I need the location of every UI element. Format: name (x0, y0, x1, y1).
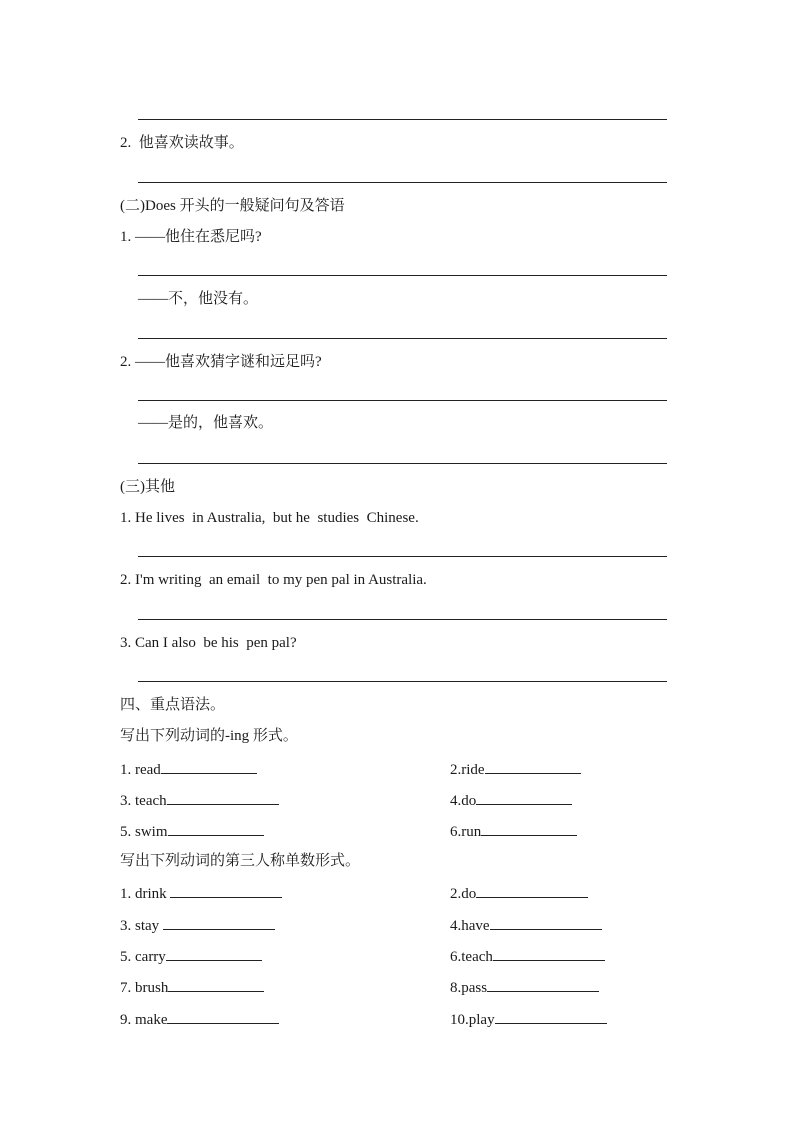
answer-1: ——不，他没有。 (138, 291, 259, 307)
third-person-item: 7. brush (120, 977, 264, 997)
third-person-item: 3. stay (120, 915, 275, 935)
third-person-item: 9. make (120, 1009, 279, 1029)
ing-item: 5. swim (120, 821, 264, 841)
answer-2: ——是的，他喜欢。 (138, 415, 274, 431)
instruction-third-person: 写出下列动词的第三人称单数形式。 (120, 853, 361, 869)
answer-line (138, 119, 667, 120)
answer-line (138, 681, 667, 682)
fill-blank[interactable] (168, 821, 264, 836)
fill-blank[interactable] (167, 1009, 279, 1024)
english-sentence-1: 1. He lives in Australia, but he studies Chinese. (120, 510, 419, 526)
third-person-item: 1. drink (120, 883, 282, 903)
section-heading-grammar: 四、重点语法。 (120, 697, 226, 713)
section-heading-does-questions: (二)Does 开头的一般疑问句及答语 (120, 198, 345, 214)
english-sentence-2: 2. I'm writing an email to my pen pal in Australia. (120, 572, 427, 588)
instruction-ing-form: 写出下列动词的-ing 形式。 (120, 728, 298, 744)
question-1: 1. ——他住在悉尼吗? (120, 229, 262, 245)
answer-line (138, 463, 667, 464)
fill-blank[interactable] (490, 915, 602, 930)
ing-item: 3. teach (120, 790, 279, 810)
fill-blank[interactable] (487, 977, 599, 992)
fill-blank[interactable] (163, 915, 275, 930)
fill-blank[interactable] (168, 977, 264, 992)
fill-blank[interactable] (485, 759, 581, 774)
third-person-item: 10.play (450, 1009, 607, 1029)
ing-item: 1. read (120, 759, 257, 779)
third-person-item: 8.pass (450, 977, 599, 997)
ing-item: 4.do (450, 790, 572, 810)
fill-blank[interactable] (493, 946, 605, 961)
ing-item: 2.ride (450, 759, 581, 779)
third-person-item: 4.have (450, 915, 602, 935)
answer-line (138, 619, 667, 620)
fill-blank[interactable] (476, 790, 572, 805)
fill-blank[interactable] (476, 883, 588, 898)
third-person-item: 2.do (450, 883, 588, 903)
ing-item: 6.run (450, 821, 577, 841)
fill-blank[interactable] (167, 790, 279, 805)
chinese-sentence-2: 2. 他喜欢读故事。 (120, 135, 244, 151)
answer-line (138, 400, 667, 401)
fill-blank[interactable] (481, 821, 577, 836)
answer-line (138, 338, 667, 339)
fill-blank[interactable] (161, 759, 257, 774)
english-sentence-3: 3. Can I also be his pen pal? (120, 635, 297, 651)
answer-line (138, 275, 667, 276)
answer-line (138, 556, 667, 557)
question-2: 2. ——他喜欢猜字谜和远足吗? (120, 354, 322, 370)
third-person-item: 5. carry (120, 946, 262, 966)
section-heading-others: (三)其他 (120, 479, 175, 495)
fill-blank[interactable] (170, 883, 282, 898)
fill-blank[interactable] (166, 946, 262, 961)
third-person-item: 6.teach (450, 946, 605, 966)
answer-line (138, 182, 667, 183)
fill-blank[interactable] (495, 1009, 607, 1024)
